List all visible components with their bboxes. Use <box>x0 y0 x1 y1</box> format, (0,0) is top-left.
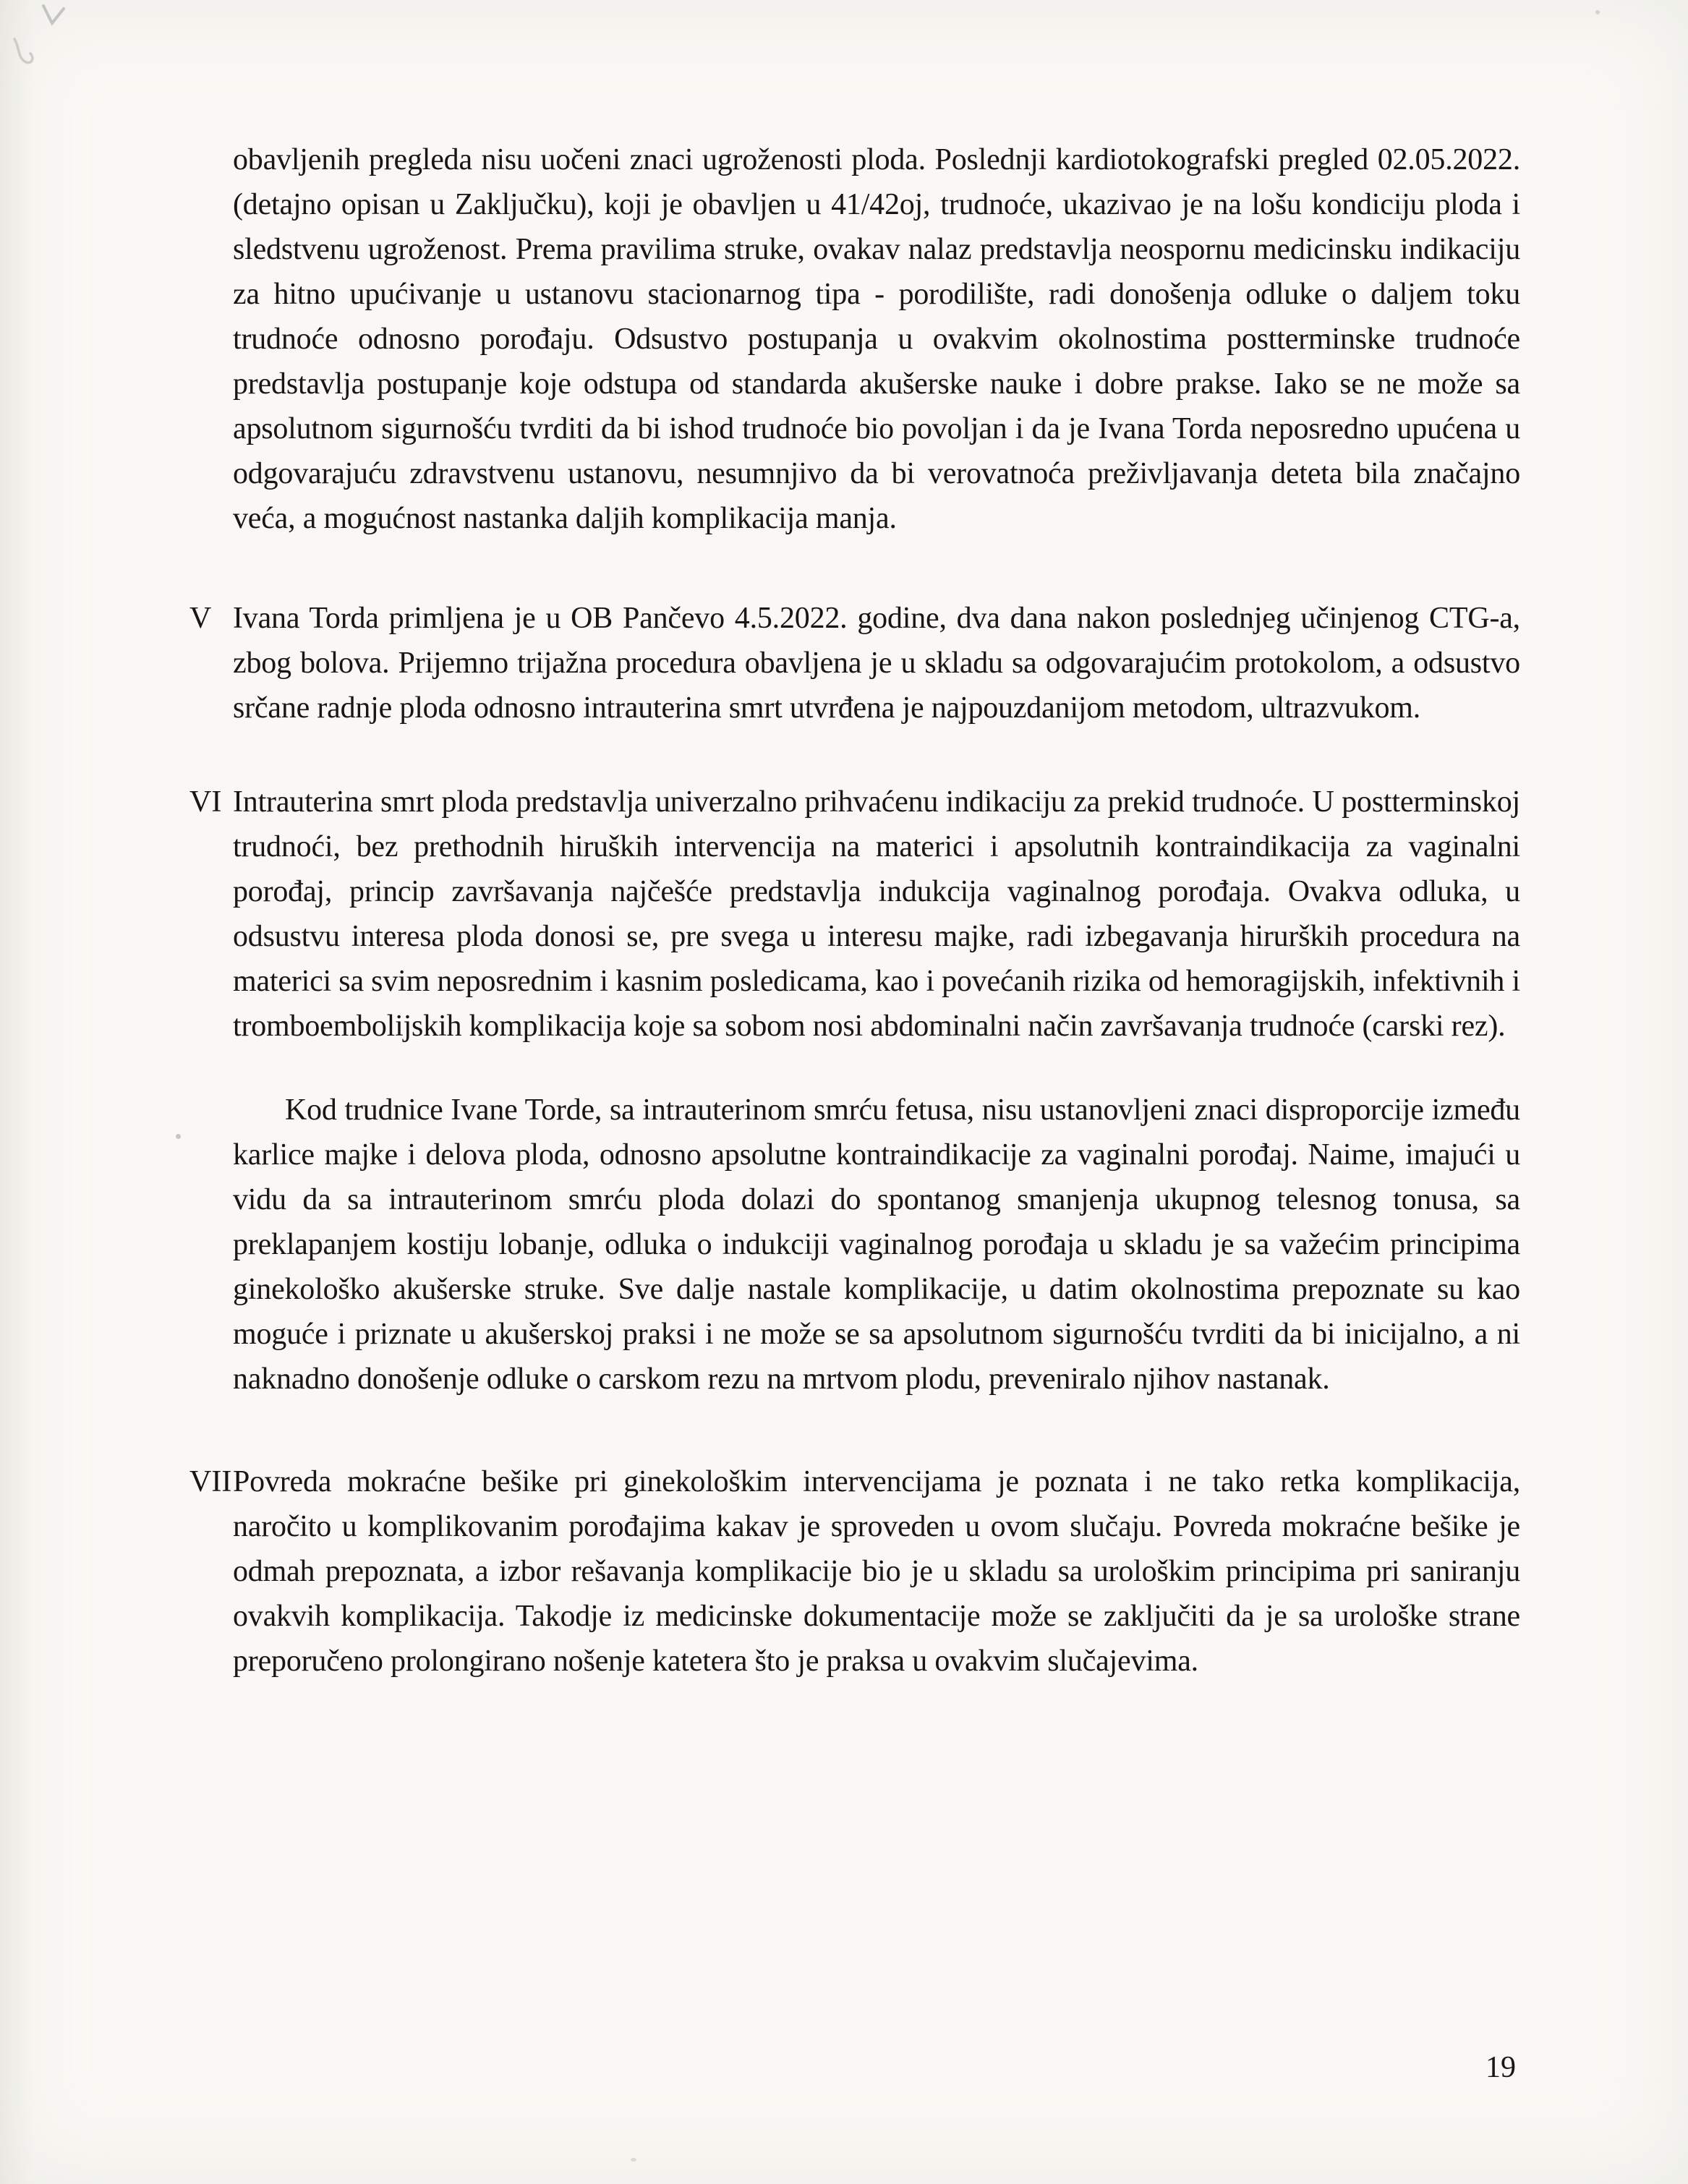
paragraph-continuation <box>233 137 1520 541</box>
scan-speck <box>176 1134 181 1139</box>
page-content <box>189 137 1520 1684</box>
paragraph-text: obavljenih pregleda nisu uočeni znaci ugroženosti ploda. Poslednji kardiotokografski pregled 02.05.2022. (detajno opisan u Zaključku), koji je obavljen u 41/42oj, trudnoće, ukazivao je na lošu kondiciju ploda i sledstvenu ugroženost. Prema pravilima struke, ovakav nalaz predstavlja neospornu medicinsku indikaciju za hitno upućivanje u ustanovu stacionarnog tipa - porodilište, radi donošenja odluke o daljem toku trudnoće odnosno porođaju. Odsustvo postupanja u ovakvim okolnostima postterminske trudnoće predstavlja postupanje koje odstupa od standarda akušerske nauke i dobre prakse. Iako se ne može sa apsolutnom sigurnošću tvrditi da bi ishod trudnoće bio povoljan i da je Ivana Torda neposredno upućena u odgovarajuću zdravstvenu ustanovu, nesumnjivo da bi verovatnoća preživljavanja deteta bila značajno veća, a mogućnost nastanka daljih komplikacija manja. <box>233 143 1520 535</box>
paragraph-text: Kod trudnice Ivane Torde, sa intrauterinom smrću fetusa, nisu ustanovljeni znaci disproporcije između karlice majke i delova ploda, odnosno apsolutne kontraindikacije za vaginalni porođaj. Naime, imajući u vidu da sa intrauterinom smrću ploda dolazi do spontanog smanjenja ukupnog telesnog tonusa, sa preklapanjem kostiju lobanje, odluka o indukciji vaginalnog porođaja u skladu je sa važećim principima ginekološko akušerske struke. Sve dalje nastale komplikacije, u datim okolnostima prepoznate su kao moguće i priznate u akušerskoj praksi i ne može se sa apsolutnom sigurnošću tvrditi da bi inicijalno, a ni naknadno donošenje odluke o carskom rezu na mrtvom plodu, preveniralo njihov nastanak. <box>233 1093 1520 1396</box>
paragraph-section-vi <box>189 780 1520 1049</box>
scan-speck <box>1595 10 1600 14</box>
pen-mark-icon <box>10 1 97 74</box>
paragraph-text: Ivana Torda primljena je u OB Pančevo 4.5.2022. godine, dva dana nakon poslednjeg učinjenog CTG-a, zbog bolova. Prijemno trijažna procedura obavljena je u skladu sa odgovarajućim protokolom, a odsustvo srčane radnje ploda odnosno intrauterina smrt utvrđena je najpouzdanijom metodom, ultrazvukom. <box>233 602 1520 725</box>
page-number: 19 <box>1485 2051 1516 2084</box>
paragraph-text: Intrauterina smrt ploda predstavlja univerzalno prihvaćenu indikaciju za prekid trudnoće. U postterminskoj trudnoći, bez prethodnih hiruških intervencija na materici i apsolutnih kontraindikacija za vaginalni porođaj, princip završavanja najčešće predstavlja indukcija vaginalnog porođaja. Ovakva odluka, u odsustvu interesa ploda donosi se, pre svega u interesu majke, radi izbegavanja hirurških procedura na materici sa svim neposrednim i kasnim posledicama, kao i povećanih rizika od hemoragijskih, infektivnih i tromboembolijskih komplikacija koje sa sobom nosi abdominalni način završavanja trudnoće (carski rez). <box>233 785 1520 1043</box>
paragraph-section-vii <box>189 1459 1520 1684</box>
scan-speck <box>631 2158 636 2162</box>
paragraph-section-v <box>189 596 1520 730</box>
paragraph-indented <box>233 1088 1520 1402</box>
section-marker: VII <box>189 1465 232 1498</box>
section-marker: V <box>189 602 212 635</box>
paragraph-text: Povreda mokraćne bešike pri ginekološkim intervencijama je poznata i ne tako retka komplikacija, naročito u komplikovanim porođajima kakav je sproveden u ovom slučaju. Povreda mokraćne bešike je odmah prepoznata, a izbor rešavanja komplikacije bio je u skladu sa urološkim principima pri saniranju ovakvih komplikacija. Takodje iz medicinske dokumentacije može se zaključiti da je sa urološke strane preporučeno prolongirano nošenje katetera što je praksa u ovakvim slučajevima. <box>233 1465 1520 1678</box>
section-marker: VI <box>189 785 222 819</box>
